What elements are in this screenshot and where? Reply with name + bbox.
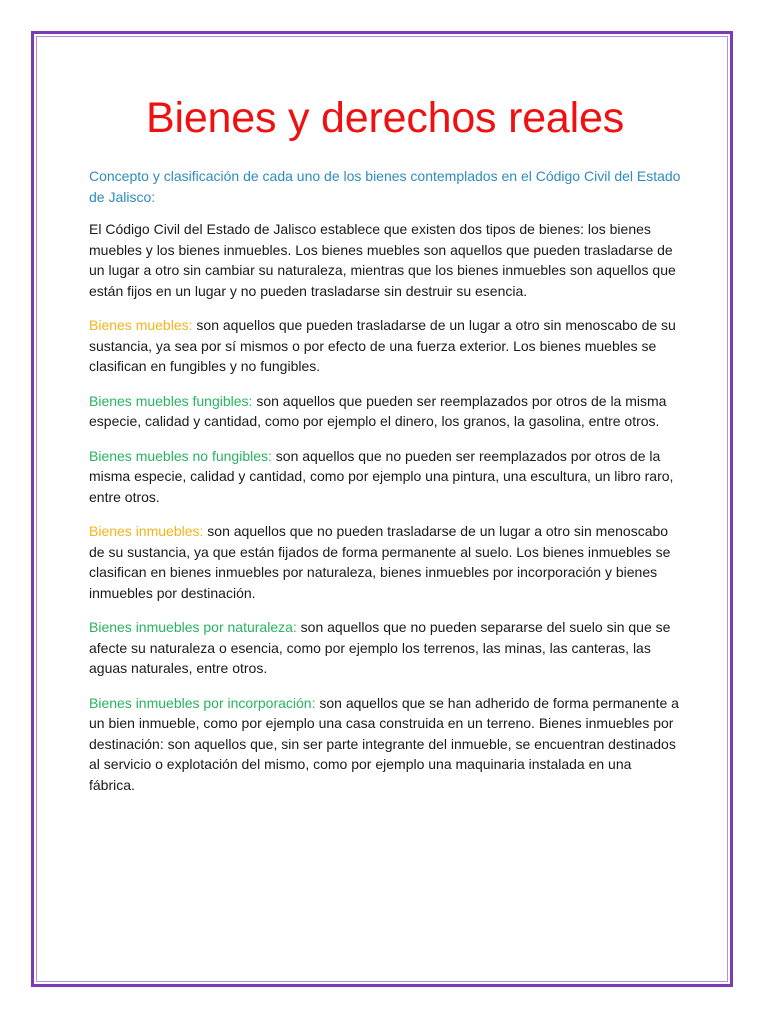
term-description: son aquellos que pueden ser reemplazados por otros de la misma especie, calidad y cantidad, como por ejemplo el dinero, los granos, la gasolina, entre otros.	[89, 392, 667, 429]
term-description: son aquellos que pueden trasladarse de un lugar a otro sin menoscabo de su sustancia, ya sea por sí mismos o por efecto de una fuerza exterior. Los bienes muebles se clasifican en fungibles y no fungibles.	[89, 317, 676, 374]
term-description: son aquellos que no pueden separarse del suelo sin que se afecte su naturaleza o esencia, como por ejemplo los terrenos, las minas, las canteras, las aguas naturales, entre otros.	[89, 619, 671, 676]
section-bienes-inmuebles-naturaleza	[89, 617, 681, 679]
document-content	[89, 90, 681, 809]
section-bienes-muebles	[89, 315, 681, 377]
section-bienes-muebles-no-fungibles	[89, 446, 681, 508]
section-bienes-muebles-fungibles	[89, 391, 681, 432]
intro-paragraph: Concepto y clasificación de cada uno de los bienes contemplados en el Código Civil del Estado de Jalisco:	[89, 168, 681, 205]
term-label: Bienes muebles no fungibles:	[89, 447, 272, 464]
term-label: Bienes muebles fungibles:	[89, 392, 253, 409]
term-label: Bienes muebles:	[89, 317, 193, 333]
term-label: Bienes inmuebles por naturaleza:	[89, 619, 297, 635]
term-description: son aquellos que se han adherido de forma permanente a un bien inmueble, como por ejemplo una casa construida en un terreno. Bienes inmuebles por destinación: son aquellos que, sin ser parte integrante del inmueble, se encuentran destinados al servicio o explotación del mismo, como por ejemplo una maquinaria instalada en una fábrica.	[89, 694, 679, 793]
section-bienes-inmuebles-incorporacion	[89, 693, 681, 796]
term-label: Bienes inmuebles:	[89, 523, 204, 539]
term-description: son aquellos que no pueden trasladarse de un lugar a otro sin menoscabo de su sustancia, ya que están fijados de forma permanente al suelo. Los bienes inmuebles se clasifican en bienes inmuebles por naturaleza, bienes inmuebles por incorporación y bienes inmuebles por destinación.	[89, 523, 671, 601]
term-label: Bienes inmuebles por incorporación:	[89, 694, 316, 711]
document-title: Bienes y derechos reales	[145, 94, 625, 142]
body-paragraph-overview: El Código Civil del Estado de Jalisco establece que existen dos tipos de bienes: los bienes muebles y los bienes inmuebles. Los bienes muebles son aquellos que pueden trasladarse de un lugar a otro sin cambiar su naturaleza, mientras que los bienes inmuebles son aquellos que están fijos en un lugar y no pueden trasladarse sin destruir su esencia.	[89, 221, 676, 299]
section-bienes-inmuebles	[89, 521, 681, 603]
term-description: son aquellos que no pueden ser reemplazados por otros de la misma especie, calidad y cantidad, como por ejemplo una pintura, una escultura, un libro raro, entre otros.	[89, 447, 674, 505]
